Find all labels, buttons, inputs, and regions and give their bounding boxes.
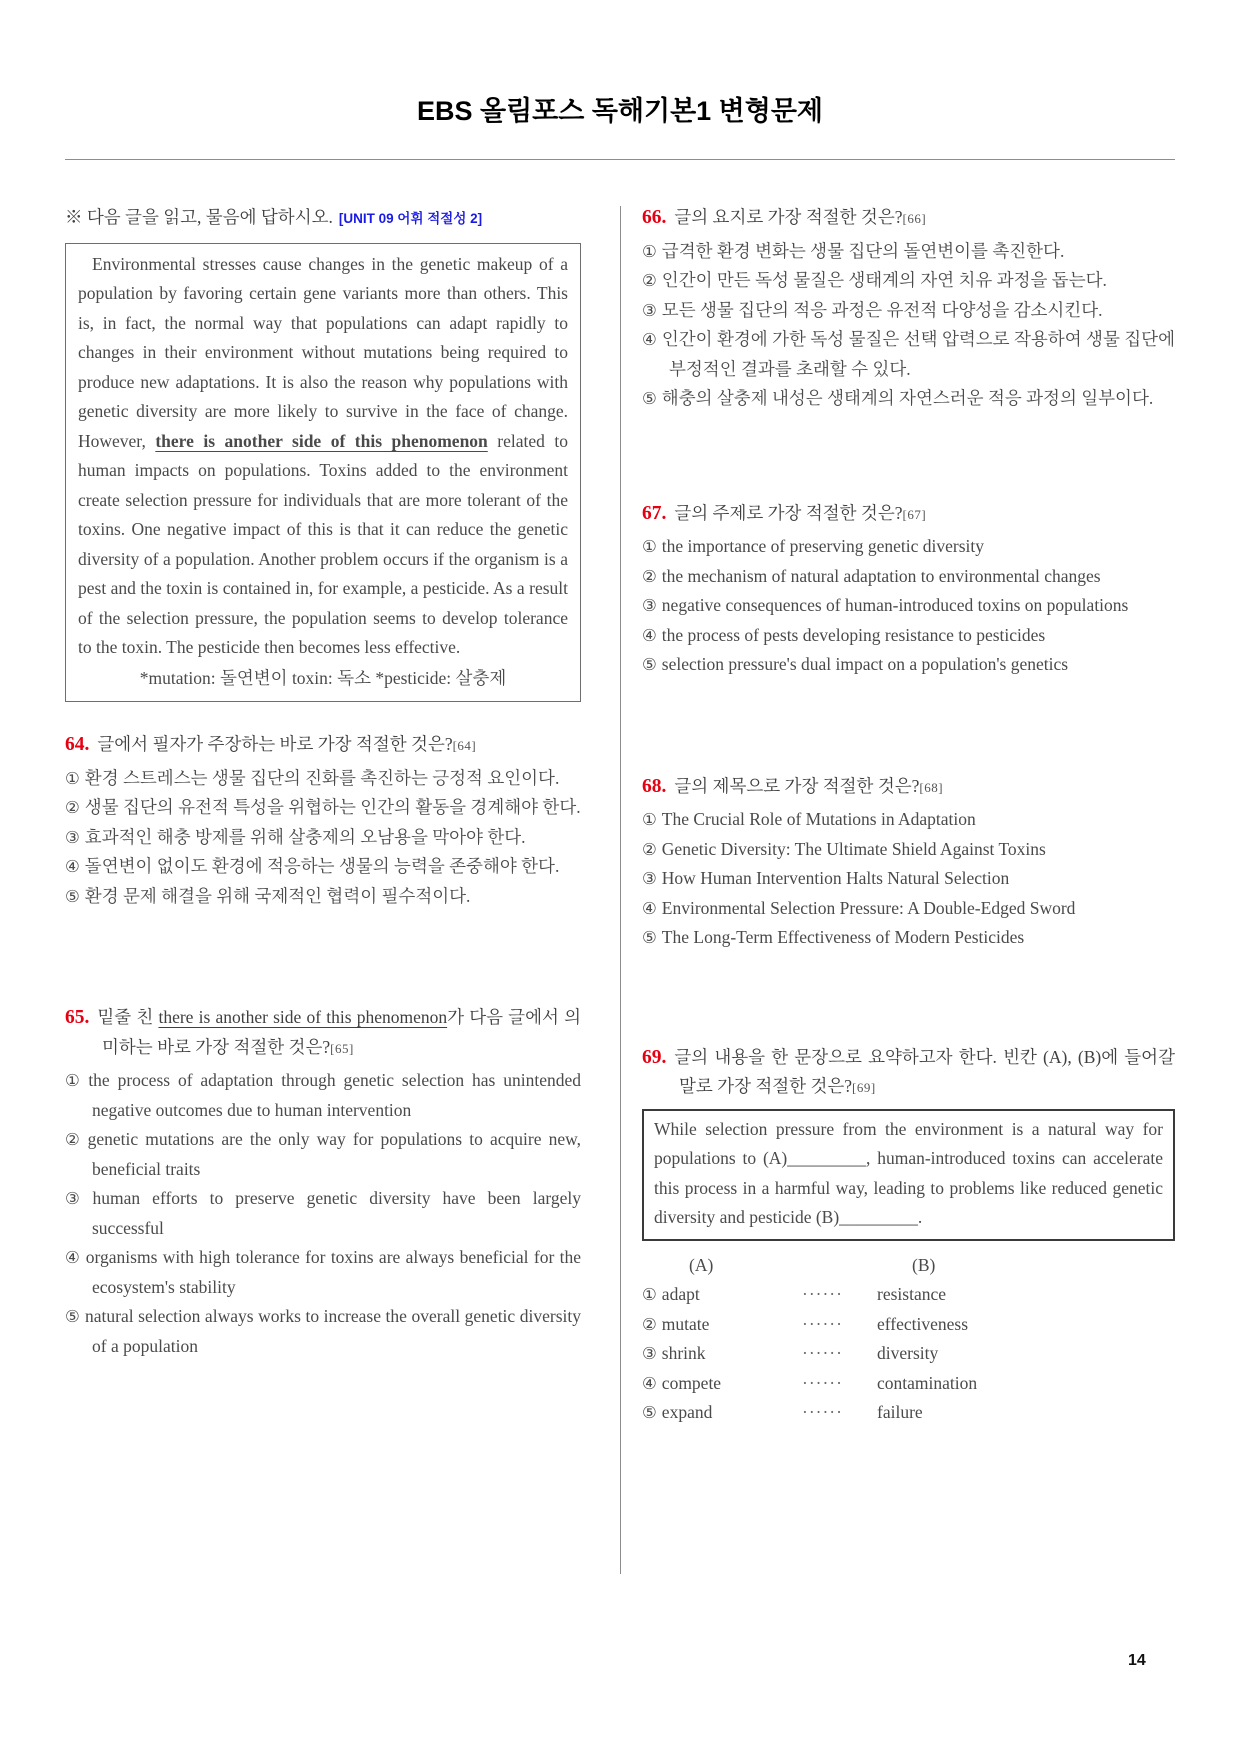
option-text: the process of pests developing resistance to pesticides: [661, 624, 1046, 645]
passage-box: [65, 243, 581, 703]
question-65-underlined-phrase: there is another side of this phenomenon: [158, 1007, 448, 1027]
question-64-stem: 글에서 필자가 주장하는 바로 가장 적절한 것은?: [97, 734, 453, 754]
question-68-stem: 글의 제목으로 가장 적절한 것은?: [674, 775, 920, 796]
option-66-5: [642, 384, 1175, 414]
option-68-4: [642, 894, 1175, 924]
option-text: 생물 집단의 유전적 특성을 위협하는 인간의 활동을 경계해야 한다.: [84, 797, 581, 817]
question-69-stem: 글의 내용을 한 문장으로 요약하고자 한다. 빈칸 (A), (B)에 들어갈 말로 가장 적절한 것은?: [674, 1046, 1175, 1096]
option-marker: ③: [642, 300, 657, 320]
option-marker: ⑤: [642, 928, 657, 947]
option-text: How Human Intervention Halts Natural Selection: [661, 868, 1010, 888]
option-marker: ④: [65, 857, 80, 876]
option-text: Genetic Diversity: The Ultimate Shield Against Toxins: [661, 838, 1046, 859]
header-rule: [65, 159, 1175, 160]
option-text: negative consequences of human-introduced toxins on populations: [661, 595, 1129, 615]
question-65: [65, 1003, 581, 1361]
word-b: diversity: [877, 1343, 939, 1363]
summary-box: While selection pressure from the environment is a natural way for populations to (A)_________, human-introduced toxins can accelerate this process in a harmful way, leading to problems like reduced genetic diversity and pesticide (B)_________.: [642, 1109, 1175, 1241]
option-text: 환경 스트레스는 생물 집단의 진화를 촉진하는 긍정적 요인이다.: [84, 767, 560, 788]
question-65-number: 65.: [65, 1007, 90, 1028]
question-66: [642, 203, 1175, 414]
question-68-number: 68.: [642, 775, 667, 797]
option-text: The Long-Term Effectiveness of Modern Pesticides: [661, 927, 1025, 947]
option-marker: ②: [65, 798, 80, 817]
word-a: mutate: [661, 1313, 710, 1334]
question-66-ref: [66]: [902, 211, 927, 226]
question-67-stem: 글의 주제로 가장 적절한 것은?: [674, 502, 903, 523]
option-marker: ④: [642, 330, 657, 349]
option-text: 인간이 환경에 가한 독성 물질은 선택 압력으로 작용하여 생물 집단에 부정적인 결과를 초래할 수 있다.: [661, 329, 1175, 379]
option-66-3: [642, 296, 1175, 326]
option-text: the process of adaptation through genetic selection has unintended negative outcomes due to human intervention: [88, 1070, 581, 1120]
option-marker: ⑤: [642, 1403, 657, 1422]
question-69-ref: [69]: [852, 1080, 876, 1095]
page-number: 14: [1128, 1652, 1146, 1669]
option-65-3: [65, 1184, 581, 1243]
question-64-number: 64.: [65, 734, 90, 755]
option-65-5: [65, 1302, 581, 1361]
pair-table-header: [642, 1251, 1175, 1281]
option-text: 환경 문제 해결을 위해 국제적인 협력이 필수적이다.: [84, 885, 471, 906]
left-column: [65, 203, 581, 1361]
option-64-4: [65, 852, 581, 882]
question-64: [65, 730, 581, 911]
option-marker: ⑤: [642, 655, 657, 674]
underlined-phrase: there is another side of this phenomenon: [155, 430, 488, 451]
pair-dots: ······: [802, 1402, 843, 1422]
option-66-2: [642, 266, 1175, 296]
pair-a: [642, 1310, 802, 1340]
option-64-1: [65, 764, 581, 794]
option-66-4: [642, 325, 1175, 384]
pair-row-5: [642, 1398, 1175, 1428]
option-marker: ③: [65, 827, 80, 847]
pair-a: [642, 1398, 802, 1428]
pair-dots: ······: [802, 1372, 843, 1393]
option-marker: ④: [65, 1248, 81, 1267]
word-a: adapt: [661, 1284, 700, 1304]
question-64-head: [65, 730, 581, 761]
option-marker: ⑤: [65, 1307, 80, 1326]
unit-tag: [UNIT 09 어휘 적절성 2]: [338, 211, 483, 226]
option-64-3: [65, 823, 581, 853]
pair-row-1: [642, 1280, 1175, 1310]
option-marker: ①: [642, 537, 657, 556]
pair-row-3: [642, 1339, 1175, 1369]
question-67-ref: [67]: [902, 506, 927, 522]
question-69-number: 69.: [642, 1046, 667, 1068]
question-67-head: [642, 499, 1175, 530]
option-text: The Crucial Role of Mutations in Adaptation: [661, 809, 976, 829]
column-divider: [620, 206, 621, 1574]
pair-row-4: [642, 1369, 1175, 1399]
column-b-header: (B): [912, 1254, 936, 1275]
option-67-3: [642, 591, 1175, 621]
pair-a: [642, 1369, 802, 1399]
option-text: natural selection always works to increase the overall genetic diversity of a population: [85, 1306, 581, 1356]
question-68-ref: [68]: [919, 779, 944, 795]
pair-a: [642, 1339, 802, 1369]
word-a: expand: [661, 1402, 713, 1422]
question-66-stem: 글의 요지로 가장 적절한 것은?: [674, 207, 903, 227]
question-68-head: [642, 772, 1175, 803]
option-marker: ①: [642, 241, 657, 261]
option-text: selection pressure's dual impact on a population's genetics: [661, 654, 1069, 674]
option-text: 효과적인 해충 방제를 위해 살충제의 오남용을 막아야 한다.: [84, 826, 526, 847]
page-title: EBS 올림포스 독해기본1 변형문제: [416, 96, 824, 126]
pair-dots: ······: [802, 1313, 843, 1334]
option-text: 해충의 살충제 내성은 생태계의 자연스러운 적응 과정의 일부이다.: [661, 388, 1154, 408]
passage-before-underline: Environmental stresses cause changes in the genetic makeup of a population by favoring certain gene variants more than others. This is, in fact, the normal way that populations can adapt rapidly to changes in their environment without mutations being required to produce new adaptations. It is also the reason why populations with genetic diversity are more likely to survive in the face of change. However,: [78, 253, 568, 451]
option-67-5: [642, 650, 1175, 680]
option-marker: ④: [642, 625, 657, 645]
word-b: contamination: [877, 1372, 978, 1393]
option-text: genetic mutations are the only way for populations to acquire new, beneficial traits: [87, 1129, 581, 1179]
pair-row-2: [642, 1310, 1175, 1340]
option-marker: ⑤: [65, 886, 80, 906]
question-66-number: 66.: [642, 207, 667, 228]
option-66-1: [642, 237, 1175, 267]
option-marker: ③: [642, 1344, 657, 1363]
option-marker: ②: [642, 271, 657, 290]
option-67-1: [642, 532, 1175, 562]
option-text: 돌연변이 없이도 환경에 적응하는 생물의 능력을 존중해야 한다.: [84, 856, 560, 876]
question-68: [642, 772, 1175, 953]
question-67-number: 67.: [642, 502, 667, 524]
option-67-2: [642, 562, 1175, 592]
question-64-ref: [64]: [452, 738, 477, 753]
word-b: resistance: [877, 1284, 946, 1304]
option-marker: ②: [65, 1130, 83, 1149]
option-marker: ①: [65, 1071, 84, 1090]
option-marker: ①: [642, 810, 657, 829]
instruction-line: [65, 203, 581, 234]
option-marker: ④: [642, 898, 657, 918]
option-65-1: [65, 1066, 581, 1125]
question-69-head: [642, 1043, 1175, 1103]
column-a-header: (A): [689, 1254, 714, 1275]
option-marker: ①: [642, 1285, 657, 1304]
passage-after-underline: related to human impacts on populations. Toxins added to the environment create selection pressure for individuals that are more tolerant of the toxins. One negative impact of this is that it can reduce the genetic diversity of a population. Another problem occurs if the organism is a pest and the toxin is contained in, for example, a pesticide. As a result of the selection pressure, the population seems to develop tolerance to the toxin. The pesticide then becomes less effective.: [78, 430, 568, 657]
option-marker: ①: [65, 768, 80, 788]
question-65-stem-before: 밑줄 친: [97, 1007, 159, 1027]
option-marker: ⑤: [642, 389, 657, 408]
pair-dots: ······: [802, 1284, 843, 1304]
option-68-5: [642, 923, 1175, 953]
option-65-2: [65, 1125, 581, 1184]
question-69: [642, 1043, 1175, 1428]
passage-text: [78, 250, 568, 663]
word-a: shrink: [661, 1343, 706, 1363]
pair-dots: ······: [802, 1343, 843, 1363]
question-65-head: [65, 1003, 581, 1063]
option-text: Environmental Selection Pressure: A Double-Edged Sword: [661, 897, 1076, 918]
option-marker: ②: [642, 566, 657, 586]
option-64-2: [65, 793, 581, 823]
option-marker: ③: [642, 869, 657, 888]
answer-pair-table: [642, 1251, 1175, 1428]
option-text: 급격한 환경 변화는 생물 집단의 돌연변이를 촉진한다.: [661, 240, 1065, 261]
option-text: 인간이 만든 독성 물질은 생태계의 자연 치유 과정을 돕는다.: [661, 270, 1107, 290]
option-65-4: [65, 1243, 581, 1302]
option-text: 모든 생물 집단의 적응 과정은 유전적 다양성을 감소시킨다.: [661, 299, 1103, 320]
question-65-stem-after: 가 다음 글에서 의미하는 바로 가장 적절한 것은?: [102, 1007, 581, 1057]
option-68-1: [642, 805, 1175, 835]
instruction-text: ※ 다음 글을 읽고, 물음에 답하시오.: [65, 207, 333, 227]
passage-footnote: *mutation: 돌연변이 toxin: 독소 *pesticide: 살충제: [139, 667, 507, 688]
option-marker: ③: [642, 596, 657, 615]
option-marker: ④: [642, 1373, 657, 1393]
option-text: the importance of preserving genetic diversity: [661, 536, 984, 556]
option-67-4: [642, 621, 1175, 651]
option-marker: ②: [642, 839, 657, 859]
question-67: [642, 499, 1175, 680]
option-text: the mechanism of natural adaptation to environmental changes: [661, 565, 1101, 586]
right-column: [642, 203, 1175, 1428]
word-b: failure: [877, 1402, 923, 1422]
option-text: human efforts to preserve genetic diversity have been largely successful: [92, 1188, 581, 1238]
pair-a: [642, 1280, 802, 1310]
word-a: compete: [661, 1372, 722, 1393]
option-marker: ③: [65, 1189, 88, 1208]
word-b: effectiveness: [877, 1313, 969, 1334]
option-text: organisms with high tolerance for toxins are always beneficial for the ecosystem's stability: [85, 1247, 582, 1297]
question-66-head: [642, 203, 1175, 234]
option-marker: ②: [642, 1314, 657, 1334]
option-68-2: [642, 835, 1175, 865]
option-68-3: [642, 864, 1175, 894]
option-64-5: [65, 882, 581, 912]
question-65-ref: [65]: [330, 1040, 354, 1056]
